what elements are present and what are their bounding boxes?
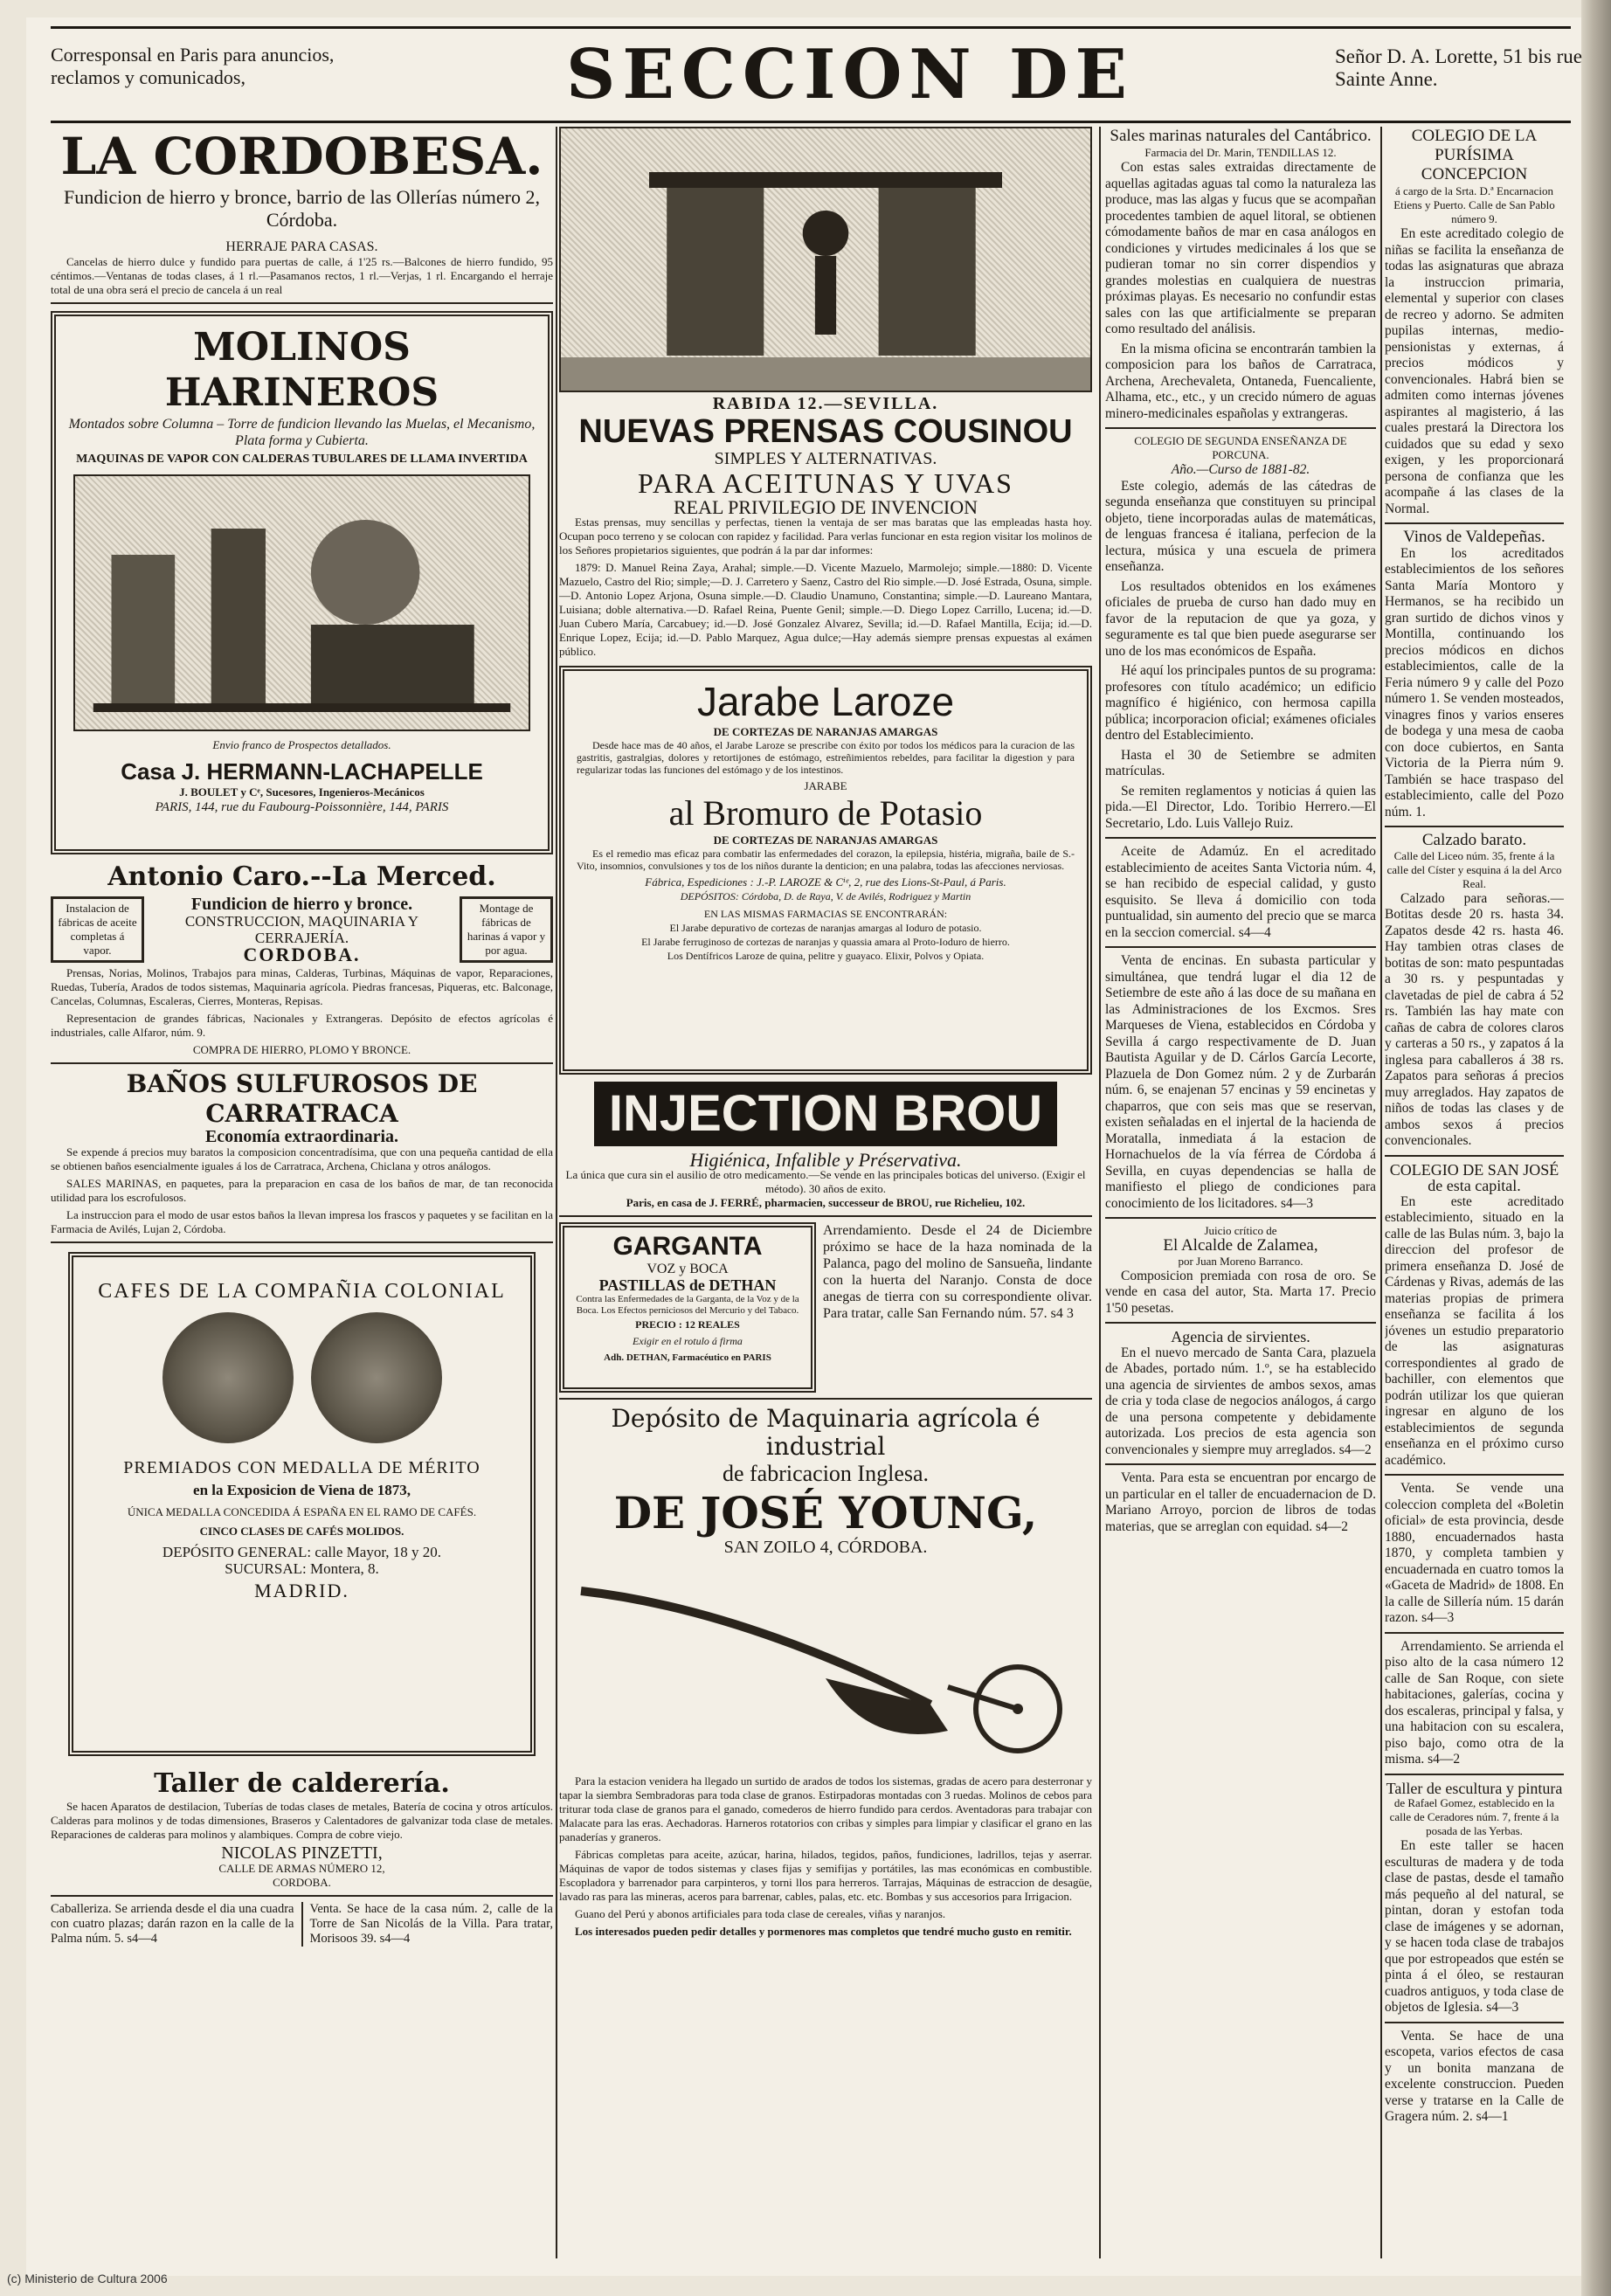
laroze-line-1: El Jarabe depurativo de cortezas de naranjas amargas al Ioduro de potasio. xyxy=(669,922,982,934)
garganta-exigir: Exigir en el rotulo á firma xyxy=(633,1335,743,1347)
prensas-subtitle-2: PARA ACEITUNAS Y UVAS xyxy=(638,467,1013,499)
zalamea-head: Juicio crítico de xyxy=(1204,1224,1277,1237)
caro-mid-3: CORDOBA. xyxy=(243,944,361,965)
cafes-unica: ÚNICA MEDALLA CONCEDIDA Á ESPAÑA EN EL RAMO DE CAFÉS. xyxy=(127,1505,477,1518)
taller-name: NICOLAS PINZETTI, xyxy=(221,1843,383,1863)
young-body-3: Guano del Perú y abonos artificiales para toda clase de cereales, viñas y naranjos. xyxy=(575,1907,946,1920)
divider xyxy=(1105,946,1376,948)
molinos-subtitle: Montados sobre Columna – Torre de fundicion llevando las Muelas, el Mecanismo, Plata forma y Cubierta. xyxy=(68,417,536,448)
divider xyxy=(1105,1322,1376,1324)
sales-body: Con estas sales extraidas directamente de aquellas agitadas aguas tal como la naturaleza las produce, mas las algas y fucus que se acompañan procedentes tambien de aquel litoral, se obtienen cómodamente baños de mar en casa análogos en condiciones y virtudes medicinales á los que se pudieran tomar no sin correr dispendios y grandes molestias en cualquiera de nuestras próximas playas. Es necesario no confundir estas sales con las que artificialmente se preparan como resultado del análisis. xyxy=(1105,160,1376,336)
column-divider xyxy=(556,127,557,2258)
molinos-address: PARIS, 144, rue du Faubourg-Poissonnière, 144, PARIS xyxy=(155,800,449,814)
garganta-precio: PRECIO : 12 REALES xyxy=(635,1318,740,1331)
calzado-title: Calzado barato. xyxy=(1421,831,1527,849)
agencia-title: Agencia de sirvientes. xyxy=(1171,1328,1310,1345)
divider xyxy=(1105,1463,1376,1465)
medal-pair xyxy=(82,1312,522,1448)
jarabe-label: JARABE xyxy=(804,779,847,792)
caballeriza-ad: Caballeriza. Se arrienda desde el dia una cuadra con cuatro plazas; darán razon en la calle de la Palma núm. 5. s4—4 xyxy=(51,1902,294,1946)
cordobesa-heading: HERRAJE PARA CASAS. xyxy=(225,239,378,254)
divider xyxy=(559,1398,1092,1400)
copyright-credit: (c) Ministerio de Cultura 2006 xyxy=(7,2272,168,2286)
zalamea-author: por Juan Moreno Barranco. xyxy=(1178,1254,1303,1268)
plough-illustration xyxy=(559,1556,1092,1774)
molinos-subtitle-2: MAQUINAS DE VAPOR CON CALDERAS TUBULARES DE LLAMA INVERTIDA xyxy=(76,453,528,466)
jarabe-subtitle: DE CORTEZAS DE NARANJAS AMARGAS xyxy=(713,725,938,738)
divider xyxy=(1105,1217,1376,1219)
zalamea-title: El Alcalde de Zalamea, xyxy=(1163,1236,1318,1255)
colegio-title: COLEGIO DE SEGUNDA ENSEÑANZA DE PORCUNA. xyxy=(1134,434,1347,461)
divider xyxy=(1385,522,1564,524)
column-divider xyxy=(1099,127,1101,2258)
divider xyxy=(1385,1774,1564,1775)
garganta-row xyxy=(559,1222,1092,1393)
binding-spine xyxy=(1581,0,1611,2296)
caro-body-2: Representacion de grandes fábricas, Nacionales y Extrangeras. Depósito de efectos agrícolas é industriales, calle Alfaror, núm. 9. xyxy=(51,1012,553,1039)
press-engraving xyxy=(559,127,1092,392)
cafes-city: MADRID. xyxy=(254,1580,349,1601)
caro-body: Prensas, Norias, Molinos, Trabajos para minas, Calderas, Turbinas, Máquinas de vapor, Reparaciones, Ruedas, Tubería, Arados de todos sistemas, Maquinaria agrícola. Piedras francesas, Piqueras, etc. Balconage, Cancelas, Columnas, Escaleras, Cierres, Monteras, Repisas. xyxy=(51,966,553,1007)
young-title-2: de fabricacion Inglesa. xyxy=(722,1461,930,1486)
caro-title: Antonio Caro.--La Merced. xyxy=(107,861,496,892)
garganta-body: Contra las Enfermedades de la Garganta, de la Voz y de la Boca. Los Efectos perniciosos del Mercurio y del Tabaco. xyxy=(576,1294,799,1316)
taller-address: CALLE DE ARMAS NÚMERO 12, xyxy=(218,1862,385,1875)
brou-body: La única que cura sin el ausilio de otro medicamento.—Se vende en las principales boticas del universo. (Exigir el método). 30 años de exito. xyxy=(565,1168,1086,1195)
caro-mid-1: Fundicion de hierro y bronce. xyxy=(190,895,413,914)
divider xyxy=(1385,1474,1564,1476)
valdepenas-title: Vinos de Valdepeñas. xyxy=(1403,528,1545,546)
laroze-depositos: DEPÓSITOS: Córdoba, D. de Raya, V. de Avilés, Rodriguez y Martin xyxy=(680,890,971,902)
caro-left-box: Instalacion de fábricas de aceite completas á vapor. xyxy=(51,896,144,963)
divider xyxy=(559,1215,1092,1217)
banos-title: BAÑOS SULFUROSOS DE CARRATRACA xyxy=(126,1069,478,1128)
banos-body-3: La instruccion para el modo de usar estos baños la llevan impresa los frascos y paquetes y se facilitan en la Farmacia de Avilés, Lujan 2, Córdoba. xyxy=(51,1208,553,1235)
rabida-address: RABIDA 12.—SEVILLA. xyxy=(712,394,939,413)
masthead-left-note: Corresponsal en Paris para anuncios, reclamos y comunicados, xyxy=(51,44,335,88)
young-body-2: Fábricas completas para aceite, azúcar, harina, hilados, tegidos, paños, fundiciones, ladrillos, tejas y aserrar. Máquinas de vapor de todos sistemas y clases fijas y semifijas y portátiles, las mas económicas en combustible. Escopladora y barrenador para carpinteros, y torni llos para herreros. Tarrajas, Máquinas de estraccion de desagüe, lavado ras para las mineras, aceros para barrenar, cables, palas, etc. etc. Bombas y sus accesorios para Irrigacion. xyxy=(559,1848,1092,1903)
arrendamiento-2-ad: Arrendamiento. Se arrienda el piso alto de la casa número 12 calle de San Roque, con siete habitaciones, galerías, cocina y dos escaleras, principal y falsa, y una habitacion con su escalera, piso bajo, como otra de la misma. s4—2 xyxy=(1385,1638,1564,1767)
escultura-subtitle: de Rafael Gomez, establecido en la calle de Ceradores núm. 7, frente á la posada de las Yerbas. xyxy=(1389,1796,1559,1837)
calzado-subtitle: Calle del Liceo núm. 35, frente á la calle del Císter y esquina á la del Arco Real. xyxy=(1386,848,1562,890)
garganta-subtitle: VOZ y BOCA xyxy=(646,1262,729,1276)
divider xyxy=(1385,1155,1564,1157)
caro-right-box: Montage de fábricas de harinas á vapor y por agua. xyxy=(460,896,553,963)
column-3 xyxy=(1105,127,1376,1539)
divider xyxy=(1385,1632,1564,1634)
caro-header-row xyxy=(51,896,553,963)
jarabe-title: Jarabe Laroze xyxy=(696,679,955,724)
bromuro-subtitle: DE CORTEZAS DE NARANJAS AMARGAS xyxy=(713,833,938,847)
purisima-title: COLEGIO DE LA PURÍSIMA CONCEPCION xyxy=(1411,127,1538,183)
banos-subtitle: Economía extraordinaria. xyxy=(204,1127,399,1146)
laroze-mismas: EN LAS MISMAS FARMACIAS SE ENCONTRARÁN: xyxy=(703,908,948,920)
jarabe-body: Desde hace mas de 40 años, el Jarabe Laroze se prescribe con éxito por todos los médicos para la curacion de las gastritis, gastralgias, dolores y retortijones de estómago, estreñimientos rebeldes, para facilitar la digestion y para regularizar todas las funciones del estómago y de los intestinos. xyxy=(577,739,1075,776)
escultura-body: En este taller se hacen esculturas de madera y de toda clase de pastas, desde el tamaño más pequeño al del natural, se pintan, doran y estofan toda clase de imágenes y se adornan, y se hacen toda clase de trabajos que por estropeados que estén se pinta á el óleo, se restauran cuadros antiguos, y toda clase de objetos de Iglesia. s4—3 xyxy=(1385,1838,1564,2015)
brou-paris: Paris, en casa de J. FERRÉ, pharmacien, successeur de BROU, rue Richelieu, 102. xyxy=(626,1196,1026,1209)
young-name: DE JOSÉ YOUNG, xyxy=(613,1487,1038,1539)
venta-escopeta-ad: Venta. Se hace de una escopeta, varios efectos de casa y un bonita manzana de excelente construccion. Pueden verse y tratarse en la Calle de Gragera núm. 2. s4—1 xyxy=(1385,2028,1564,2124)
medal-merito-icon xyxy=(311,1312,442,1443)
mill-machine-illustration xyxy=(75,476,529,730)
cafes-expo: en la Exposicion de Viena de 1873, xyxy=(193,1482,411,1498)
colegio-body-2: Los resultados obtenidos en los exámenes oficiales de prueba de curso han dado muy en favor de la reputacion de que ya goza, y seguramente es tal que bien puede asegurarse ser uno de los mas económicos de España. xyxy=(1105,578,1376,659)
caro-mid-2: CONSTRUCCION, MAQUINARIA Y CERRAJERÍA. xyxy=(184,913,419,946)
colegio-year: Año.—Curso de 1881-82. xyxy=(1171,462,1310,477)
laroze-fabrica: Fábrica, Espediciones : J.-P. LAROZE & Cⁱᵉ, 2, rue des Lions-St-Paul, á Paris. xyxy=(645,875,1006,889)
section-title: SECCION DE xyxy=(566,35,1134,114)
divider xyxy=(51,1895,553,1897)
sales-body-2: En la misma oficina se encontrarán tambien la composicion para los baños de Carratraca, Archena, Arechevaleta, Ontaneda, Fuencaliente, Alhama, etc., etc., y un crecido número de aguas minero-medicinales españolas y extrangeras. xyxy=(1105,341,1376,421)
garganta-pastillas: PASTILLAS de DETHAN xyxy=(598,1276,777,1294)
mill-engraving xyxy=(73,474,530,731)
adamuz-ad: Aceite de Adamúz. En el acreditado establecimiento de aceites Santa Victoria núm. 4, se han recibido de especial calidad, y gusto esquisito. Se lleva á domicilio con toda puntualidad, sin aumento del precio que se marca en la seccion comercial. s4—4 xyxy=(1105,844,1376,940)
divider xyxy=(301,1902,303,1947)
molinos-ad xyxy=(51,311,553,854)
divider xyxy=(1105,427,1376,429)
taller-city: CORDOBA. xyxy=(273,1876,331,1889)
prensas-subtitle-3: REAL PRIVILEGIO DE INVENCION xyxy=(673,496,978,518)
zalamea-body: Composicion premiada con rosa de oro. Se vende en casa del autor, Sta. Marta 17. Precio 1'50 pesetas. xyxy=(1105,1268,1376,1316)
sanjose-title: COLEGIO DE SAN JOSÉ de esta capital. xyxy=(1389,1160,1559,1194)
prensas-subtitle: SIMPLES Y ALTERNATIVAS. xyxy=(714,449,937,468)
divider xyxy=(1105,837,1376,839)
bromuro-title: al Bromuro de Potasio xyxy=(668,793,983,833)
colegio-body-5: Se remiten reglamentos y noticias á quien las pida.—El Director, Ldo. Toribio Herrero.—El Secretario, Ldo. Luis Vallejo Ruiz. xyxy=(1105,783,1376,831)
brou-subtitle: Higiénica, Infalible y Préservativa. xyxy=(689,1149,962,1171)
divider xyxy=(1385,2022,1564,2023)
cafes-premiados: PREMIADOS CON MEDALLA DE MÉRITO xyxy=(123,1458,481,1477)
laroze-line-2: El Jarabe ferruginoso de cortezas de naranjas y quassia amara al Proto-Ioduro de hierro. xyxy=(641,936,1010,948)
molinos-house: Casa J. HERMANN-LACHAPELLE xyxy=(121,758,483,785)
libreria-ad: Venta. Para esta se encuentran por encargo de un particular en el taller de encuadernacion de D. Mariano Arroyo, porcion de libros de todas materias, que se arreglan con equidad. s4—2 xyxy=(1105,1470,1376,1534)
caro-footer: COMPRA DE HIERRO, PLOMO Y BRONCE. xyxy=(192,1043,411,1056)
cafes-clases: CINCO CLASES DE CAFÉS MOLIDOS. xyxy=(199,1525,404,1538)
colegio-body: Este colegio, además de las cátedras de segunda enseñanza que constituyen su principal objeto, tiene incorporadas aulas de matemáticas, de lenguas francesa é italiana, perfecion de la lectura, música y una escuela de primera enseñanza. xyxy=(1105,478,1376,574)
cordobesa-subtitle: Fundicion de hierro y bronce, barrio de las Ollerías número 2, Córdoba. xyxy=(64,186,540,231)
medal-portrait-icon xyxy=(162,1312,294,1443)
brou-title: INJECTION BROU xyxy=(594,1082,1057,1146)
sales-title: Sales marinas naturales del Cantábrico. xyxy=(1110,127,1372,145)
agencia-body: En el nuevo mercado de Santa Cara, plazuela de Abades, portado núm. 1.º, se ha establecido una agencia de sirvientes de ambos sexos, amas de cria y toda clase de negocios análogos, á cargo de una persona competente y debidamente autorizada. Los precios de esta agencia son convencionales y siempre muy arreglados. s4—2 xyxy=(1105,1345,1376,1457)
young-address: SAN ZOILO 4, CÓRDOBA. xyxy=(723,1538,928,1557)
cafes-title: CAFES DE LA COMPAÑIA COLONIAL xyxy=(98,1280,506,1303)
sanjose-body: En este acreditado establecimiento, situado en la calle de las Bulas núm. 3, bajo la direccion del profesor de primera enseñanza D. José de Cárdenas y Rivas, además de las materias propias de primera enseñanza se facilita á los jóvenes un estudio preparatorio de las asignaturas correspondientes al grado de bachiller, con elementos que podrán utilizar los que quieran ingresar en alguno de los establecimientos de segunda enseñanza en el próximo curso académico. xyxy=(1385,1193,1564,1468)
cafes-deposito: DEPÓSITO GENERAL: calle Mayor, 18 y 20. xyxy=(162,1544,442,1560)
banos-body: Se expende á precios muy baratos la composicion concentradísima, que con una pequeña cantidad de ella se obtienen baños esencialmente iguales á los de Carratraca, Archena, Chiclana y otros análogos. xyxy=(51,1145,553,1172)
encinas-ad: Venta de encinas. En subasta particular y simultánea, que tendrá lugar el dia 12 de Setiembre de este año á las doce de su mañana en las Administraciones de los Excmos. Sres Marqueses de Viena, establecidos en Córdoba y Sevilla á cargo respectivamente de D. Juan Bautista Aguilar y de D. Cárlos García Lecorte, Plazuela de Don Gomez núm. 2 y de Zurbarán núm. 6, se enajenan 57 encinas y 59 encinetas y chaparros, que con seis mas que se reservan, existen señaladas en el injertal de la hacienda de Moratalla, inmediata á la estacion de Hornachuelos de la vía férrea de Córdoba á Sevilla, en cuyas dependencias se halla de manifiesto el pliego de condiciones para conocimiento de los licitadores. s4—3 xyxy=(1105,953,1376,1211)
column-1 xyxy=(51,127,553,1947)
prensas-body: Estas prensas, muy sencillas y perfectas, tienen la ventaja de ser mas baratas que las empleadas hasta hoy. Ocupan poco terreno y se colocan con rapidez y facilidad. Para verlas funcionar en esta region visitar los molinos de los Señores propietarios siguientes, que podrán á la par dar informes: xyxy=(559,515,1092,557)
colegio-body-4: Hasta el 30 de Setiembre se admiten matrículas. xyxy=(1105,747,1376,778)
cordobesa-body: Cancelas de hierro dulce y fundido para puertas de calle, á 1'25 rs.—Balcones de hierro fundido, 95 céntimos.—Ventanas de todas clases, á 1 rl.—Pasamanos rectos, 1 rl.—Verjas, 1 rl. Encargando el herraje total de una obra será el precio de cancela á un real xyxy=(51,255,553,296)
column-4 xyxy=(1385,127,1564,2129)
purisima-body: En este acreditado colegio de niñas se facilita la enseñanza de todas las asignaturas que abraza la instruccion primaria, elemental y superior con clases de recreo y adorno. Se admiten pupilas internas, medio-pensionistas y externas, á precios módicos y convencionales. Habrá bien se admiten como internas jóvenes aspirantes al magisterio, á las cuales prestará la Directora los cuidados que su edad y sexo exigen, y les proporcionará persona de confianza que les acompañe á las clases de la Normal. xyxy=(1385,226,1564,516)
colegio-body-3: Hé aquí los principales puntos de su programa: profesores con título académico; un edificio magnífico é higiénico, con hermosa capilla pública; incorporacion oficial; exámenes oficiales dentro del Establecimiento. xyxy=(1105,663,1376,743)
masthead-rule xyxy=(51,121,1571,123)
cafes-ad xyxy=(68,1252,536,1756)
column-divider xyxy=(1380,127,1382,2258)
molinos-caption: Envio franco de Prospectos detallados. xyxy=(212,738,391,751)
valdepenas-body: En los acreditados establecimientos de los señores Santa María Montoro y Hermanos, se ha recibido un gran surtido de dichos vinos y Montilla, continuando los precios módicos en dichos establecimientos, calle de la Feria número 9 y calle del Pozo número 1. Se venden mosteados, vinagres finos y varios enseres de bodega y una mesa de caoba con doce cubiertos, en Santa Victoria de la Pierra núm 9. También se hace traspaso del establecimiento, calle del Pozo núm. 1. xyxy=(1385,545,1564,820)
escultura-title: Taller de escultura y pintura xyxy=(1386,1779,1563,1797)
taller-title: Taller de calderería. xyxy=(154,1768,450,1799)
masthead xyxy=(51,26,1582,131)
molinos-title: MOLINOS HARINEROS xyxy=(164,325,439,415)
young-body-4: Los interesados pueden pedir detalles y pormenores mas completos que tendré mucho gusto en remitir. xyxy=(575,1925,1072,1938)
small-ads-row xyxy=(51,1902,553,1947)
calzado-body: Calzado para señoras.—Botitas desde 20 rs. hasta 34. Zapatos desde 42 rs. hasta 46. Hay tambien otras clases de botitas de son: mato pespuntadas a 30 rs. y pespuntadas y clavetadas de piel de cabra á 52 rs. También las hay mate con cañas de cabra de colores claros y carteras a 50 rs., y zapatos á la inglesa para caballeros á 38 rs. Zapatos para señoras á precios muy arreglados. Hay zapatos de niños de todas las clases y de ambos sexos á precios convencionales. xyxy=(1385,890,1564,1148)
young-body: Para la estacion venidera ha llegado un surtido de arados de todos los sistemas, gradas de acero para desterronar y tapar la siembra Sembradoras para toda clase de granos. Estirpadoras montadas con 3 ruedas. Molinos de cebos para triturar toda clase de granos para el ganado, comederos de hierro fundido para cerdos. Aventadoras para trabajar con Malacate para las eras. Aechadoras. Harneros rotatorios con cribas y simples para limpiar y clasificar el grano en las panaderías y graneros. xyxy=(559,1774,1093,1843)
divider xyxy=(51,1062,553,1064)
young-title-1: Depósito de Maquinaria agrícola é industrial xyxy=(611,1404,1041,1461)
divider xyxy=(51,302,553,304)
garganta-adh: Adh. DETHAN, Farmacéutico en PARIS xyxy=(604,1352,771,1363)
cafes-sucursal: SUCURSAL: Montera, 8. xyxy=(225,1560,379,1577)
prensas-title: NUEVAS PRENSAS COUSINOU xyxy=(578,413,1073,450)
taller-body: Se hacen Aparatos de destilacion, Tuberías de todas clases de metales, Batería de cocina y otros artículos. Calderas para molinos y de todas dimensiones, Braseros y Calentadores de galvanizar toda clase de metales. Reparaciones de calderas para molinos y alambiques. Compra de cobre viejo. xyxy=(51,1800,553,1841)
column-2 xyxy=(559,127,1092,1942)
banos-body-2: SALES MARINAS, en paquetes, para la preparacion en casa de los baños de mar, de tan reconocida utilidad para los escrofulosos. xyxy=(51,1177,553,1204)
bromuro-body: Es el remedio mas eficaz para combatir las enfermedades del corazon, la epilepsia, histéria, migraña, baile de S.-Vito, insomnios, convulsiones y tos de los niños durante la denticion; en una palabra, todas las afecciones nerviosas. xyxy=(577,847,1075,872)
caro-middle xyxy=(151,896,453,963)
venta-casa-ad: Venta. Se hace de la casa núm. 2, calle de la Torre de San Nicolás de la Villa. Para tratar, Morisoos 39. s4—4 xyxy=(309,1902,553,1946)
divider xyxy=(1385,826,1564,827)
masthead-right-note: Señor D. A. Lorette, 51 bis rue Sainte Anne. xyxy=(1335,45,1582,90)
garganta-title: GARGANTA xyxy=(612,1232,763,1261)
laroze-line-3: Los Dentífricos Laroze de quina, pelitre y guayaco. Elixir, Polvos y Opiata. xyxy=(667,950,985,962)
olive-press-illustration xyxy=(561,128,1090,391)
purisima-subtitle: á cargo de la Srta. D.ª Encarnacion Etiens y Puerto. Calle de San Pablo número 9. xyxy=(1393,184,1555,225)
cordobesa-title: LA CORDOBESA. xyxy=(60,127,543,186)
garganta-ad xyxy=(559,1222,816,1393)
molinos-successors: J. BOULET y Cᵉ, Sucesores, Ingenieros-Mecánicos xyxy=(179,785,425,799)
sales-subtitle: Farmacia del Dr. Marin, TENDILLAS 12. xyxy=(1144,146,1337,159)
prensas-list: 1879: D. Manuel Reina Zaya, Arahal; simple.—D. Vicente Mazuelo, Marmolejo; simple.—1880: D. Vicente Mazuelo, Castro del Rio; simple;—D. J. Carretero y Saenz, Castro del Rio simple.—D. José Estrada, Osuna, simple.—D. Antonio Lopez Arjona, Osuna simple.—D. Claudio Unamuno, Constantina; simple.—D. Laureano Mantara, Luisiana; doble alternativa.—D. Rafael Reina, Puente Genil; simple.—D. Diego Lopez Carrillo, Lucena; id.—D. Juan Cubero María, Carcabuey; id.—D. José Gonzalez Alvarez, Sevilla; id.—D. Rafael Mantilla, Ecija; id.—D. Enrique Lopez, Ecija; id.—D. Pablo Marquez, Agua dulce;—Hay además siempre prensas expuestas al exámen público. xyxy=(559,561,1092,658)
plough-icon xyxy=(559,1556,1092,1774)
arrendamiento-ad: Arrendamiento. Desde el 24 de Diciembre próximo se hace de la haza nominada de la Palanca, pago del molino de Sansueña, lindante con la huerta del Naranjo. Consta de doce anegas de tierra con su correspondiente olivar. Para tratar, calle San Fernando núm. 57. s4 3 xyxy=(823,1223,1092,1321)
divider xyxy=(51,1241,553,1243)
laroze-ad xyxy=(559,666,1092,1075)
venta-boletin-ad: Venta. Se vende una coleccion completa del «Boletin oficial» de esta provincia, desde 1880, encuadernados hasta 1870, y completa tambien y encuadernada en cuatro tomos la «Gaceta de Madrid» de 1808. En la calle de Sillería núm. 15 darán razon. s4—3 xyxy=(1385,1481,1564,1625)
